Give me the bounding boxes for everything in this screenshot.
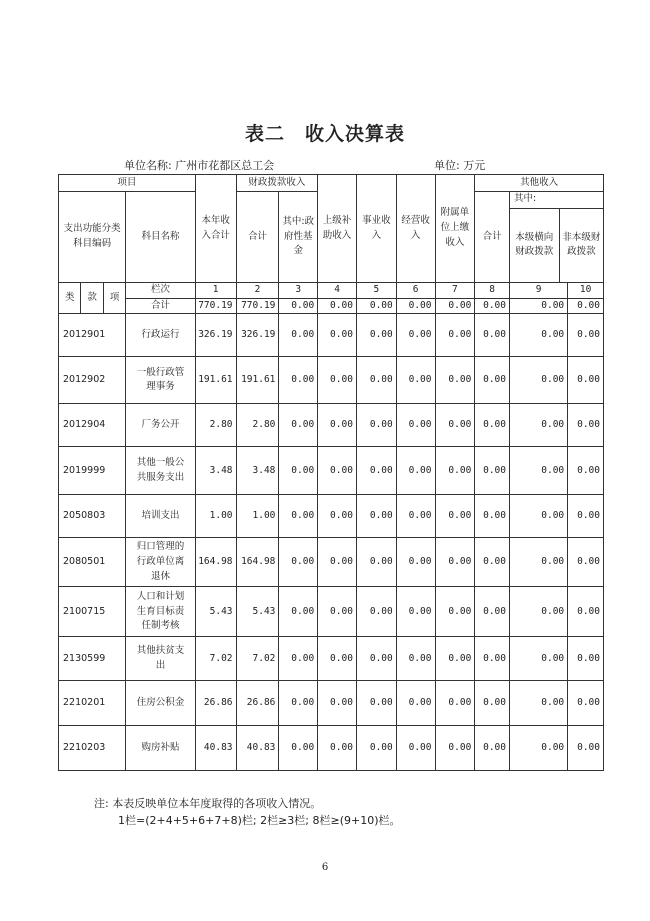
row-subject-name: 培训支出 [126, 495, 195, 538]
header-heji: 合计 [126, 298, 195, 314]
row-code: 2019999 [59, 447, 126, 495]
row-value: 3.48 [195, 447, 236, 495]
row-value: 0.00 [318, 404, 357, 447]
row-code: 2012902 [59, 357, 126, 404]
row-value: 0.00 [568, 538, 604, 587]
header-xiang: 项 [103, 283, 125, 314]
row-value: 0.00 [396, 495, 435, 538]
row-value: 0.00 [396, 314, 435, 357]
row-value: 0.00 [475, 726, 510, 771]
row-value: 0.00 [279, 587, 318, 637]
row-value: 0.00 [509, 495, 567, 538]
header-project: 项目 [59, 175, 196, 192]
row-value: 0.00 [435, 447, 475, 495]
total-cell: 0.00 [509, 298, 567, 314]
header-other-breakdown [509, 192, 603, 283]
row-subject-name: 行政运行 [126, 314, 195, 357]
row-value: 0.00 [356, 681, 396, 726]
row-value: 26.86 [195, 681, 236, 726]
row-value: 0.00 [279, 495, 318, 538]
row-value: 0.00 [475, 681, 510, 726]
row-value: 0.00 [568, 587, 604, 637]
row-value: 0.00 [356, 404, 396, 447]
row-subject-name: 住房公积金 [126, 681, 195, 726]
row-value: 2.80 [195, 404, 236, 447]
row-value: 0.00 [568, 404, 604, 447]
total-cell: 0.00 [435, 298, 475, 314]
header-lanci: 栏次 [126, 283, 195, 299]
table-row [59, 447, 604, 495]
row-value: 0.00 [435, 495, 475, 538]
col-number: 6 [396, 283, 435, 299]
row-value: 0.00 [318, 681, 357, 726]
row-code: 2210201 [59, 681, 126, 726]
col-number: 10 [568, 283, 604, 299]
row-value: 0.00 [509, 314, 567, 357]
header-other: 其他收入 [475, 175, 604, 192]
row-value: 0.00 [509, 538, 567, 587]
col-number: 5 [356, 283, 396, 299]
header-other-total: 合计 [475, 192, 510, 283]
row-value: 1.00 [195, 495, 236, 538]
row-value: 3.48 [236, 447, 279, 495]
row-value: 0.00 [279, 357, 318, 404]
row-value: 0.00 [279, 314, 318, 357]
total-cell: 0.00 [356, 298, 396, 314]
row-code: 2210203 [59, 726, 126, 771]
row-value: 191.61 [236, 357, 279, 404]
row-value: 0.00 [509, 726, 567, 771]
row-value: 1.00 [236, 495, 279, 538]
row-subject-name: 一般行政管理事务 [126, 357, 195, 404]
row-value: 0.00 [396, 447, 435, 495]
row-value: 0.00 [568, 357, 604, 404]
row-value: 0.00 [318, 495, 357, 538]
row-value: 0.00 [568, 495, 604, 538]
totals-row [59, 298, 604, 314]
row-value: 0.00 [396, 404, 435, 447]
header-other-horizontal: 本级横向财政拨款 [510, 208, 559, 282]
row-value: 0.00 [396, 357, 435, 404]
row-value: 0.00 [356, 587, 396, 637]
row-value: 0.00 [435, 538, 475, 587]
row-value: 0.00 [509, 357, 567, 404]
table-row [59, 587, 604, 637]
table-row [59, 314, 604, 357]
row-value: 0.00 [318, 447, 357, 495]
row-value: 0.00 [435, 726, 475, 771]
row-value: 0.00 [509, 404, 567, 447]
total-cell: 0.00 [318, 298, 357, 314]
row-value: 0.00 [568, 447, 604, 495]
unit-name: 单位名称: 广州市花都区总工会 [124, 159, 275, 172]
row-value: 0.00 [318, 314, 357, 357]
row-value: 0.00 [279, 681, 318, 726]
row-value: 0.00 [356, 314, 396, 357]
table-row [59, 495, 604, 538]
row-value: 0.00 [475, 495, 510, 538]
row-value: 0.00 [396, 587, 435, 637]
total-cell: 770.19 [195, 298, 236, 314]
col-number: 3 [279, 283, 318, 299]
row-value: 0.00 [318, 357, 357, 404]
row-value: 164.98 [195, 538, 236, 587]
col-number-row [59, 283, 604, 299]
header-func-code: 支出功能分类科目编码 [59, 192, 126, 283]
income-table [58, 174, 604, 771]
row-value: 0.00 [396, 681, 435, 726]
row-code: 2130599 [59, 637, 126, 681]
table-row [59, 726, 604, 771]
row-value: 2.80 [236, 404, 279, 447]
row-code: 2012901 [59, 314, 126, 357]
col-number: 1 [195, 283, 236, 299]
row-value: 0.00 [279, 726, 318, 771]
row-value: 0.00 [356, 357, 396, 404]
total-cell: 0.00 [279, 298, 318, 314]
total-cell: 770.19 [236, 298, 279, 314]
unit-label: 单位: 万元 [434, 159, 486, 172]
col-number: 4 [318, 283, 357, 299]
row-value: 0.00 [568, 681, 604, 726]
row-code: 2050803 [59, 495, 126, 538]
header-superior: 上级补助收入 [318, 175, 357, 283]
header-business: 事业收入 [356, 175, 396, 283]
row-value: 0.00 [568, 726, 604, 771]
col-number: 8 [475, 283, 510, 299]
row-subject-name: 其他扶贫支出 [126, 637, 195, 681]
page-title: 表二 收入决算表 [244, 123, 405, 145]
row-value: 0.00 [475, 538, 510, 587]
header-affiliated: 附属单位上缴收入 [435, 175, 475, 283]
col-number: 2 [236, 283, 279, 299]
row-value: 0.00 [356, 726, 396, 771]
row-value: 0.00 [279, 538, 318, 587]
row-value: 0.00 [435, 357, 475, 404]
header-fiscal: 财政拨款收入 [236, 175, 318, 192]
row-value: 5.43 [236, 587, 279, 637]
row-value: 40.83 [195, 726, 236, 771]
row-value: 0.00 [509, 447, 567, 495]
row-value: 0.00 [475, 314, 510, 357]
row-value: 0.00 [435, 681, 475, 726]
row-value: 0.00 [475, 637, 510, 681]
row-subject-name: 购房补贴 [126, 726, 195, 771]
row-value: 0.00 [396, 538, 435, 587]
row-subject-name: 人口和计划生育目标责任制考核 [126, 587, 195, 637]
total-cell: 0.00 [396, 298, 435, 314]
row-value: 0.00 [568, 637, 604, 681]
row-value: 0.00 [475, 357, 510, 404]
note-line-1: 注: 本表反映单位本年度取得的各项收入情况。 [94, 797, 322, 810]
table-row [59, 357, 604, 404]
row-value: 0.00 [475, 587, 510, 637]
row-value: 0.00 [435, 314, 475, 357]
row-subject-name: 其他一般公共服务支出 [126, 447, 195, 495]
row-value: 26.86 [236, 681, 279, 726]
row-code: 2012904 [59, 404, 126, 447]
total-cell: 0.00 [568, 298, 604, 314]
page-number: 6 [321, 862, 329, 873]
row-value: 0.00 [435, 637, 475, 681]
row-value: 0.00 [396, 637, 435, 681]
row-value: 5.43 [195, 587, 236, 637]
row-value: 40.83 [236, 726, 279, 771]
row-code: 2080501 [59, 538, 126, 587]
row-value: 0.00 [435, 404, 475, 447]
table-row [59, 681, 604, 726]
row-value: 326.19 [236, 314, 279, 357]
row-value: 0.00 [356, 538, 396, 587]
header-subject-name: 科目名称 [126, 192, 195, 283]
header-fiscal-total: 合计 [236, 192, 279, 283]
row-value: 0.00 [356, 447, 396, 495]
col-number: 7 [435, 283, 475, 299]
row-code: 2100715 [59, 587, 126, 637]
row-value: 0.00 [356, 637, 396, 681]
row-value: 326.19 [195, 314, 236, 357]
row-value: 164.98 [236, 538, 279, 587]
row-value: 0.00 [435, 587, 475, 637]
header-total-year: 本年收入合计 [195, 175, 236, 283]
row-value: 0.00 [279, 447, 318, 495]
header-other-nonlocal: 非本级财政拨款 [562, 231, 601, 258]
row-value: 191.61 [195, 357, 236, 404]
row-value: 0.00 [279, 404, 318, 447]
note-line-2: 1栏=(2+4+5+6+7+8)栏; 2栏≥3栏; 8栏≥(9+10)栏。 [118, 814, 401, 827]
row-value: 7.02 [236, 637, 279, 681]
table-row [59, 637, 604, 681]
row-value: 0.00 [475, 447, 510, 495]
col-number: 9 [509, 283, 567, 299]
header-lei: 类 [59, 283, 81, 314]
row-value: 0.00 [475, 404, 510, 447]
row-value: 7.02 [195, 637, 236, 681]
header-other-of-which: 其中: [510, 192, 603, 208]
row-value: 0.00 [318, 726, 357, 771]
row-value: 0.00 [509, 587, 567, 637]
row-value: 0.00 [568, 314, 604, 357]
row-value: 0.00 [318, 637, 357, 681]
row-value: 0.00 [396, 726, 435, 771]
header-kuan: 款 [81, 283, 103, 314]
row-value: 0.00 [509, 681, 567, 726]
row-value: 0.00 [356, 495, 396, 538]
total-cell: 0.00 [475, 298, 510, 314]
row-value: 0.00 [318, 538, 357, 587]
table-row [59, 538, 604, 587]
row-subject-name: 归口管理的行政单位离退休 [126, 538, 195, 587]
header-fiscal-gov-fund: 其中:政府性基金 [279, 192, 318, 283]
row-subject-name: 厂务公开 [126, 404, 195, 447]
row-value: 0.00 [279, 637, 318, 681]
row-value: 0.00 [509, 637, 567, 681]
table-row [59, 404, 604, 447]
header-operating: 经营收入 [396, 175, 435, 283]
row-value: 0.00 [318, 587, 357, 637]
